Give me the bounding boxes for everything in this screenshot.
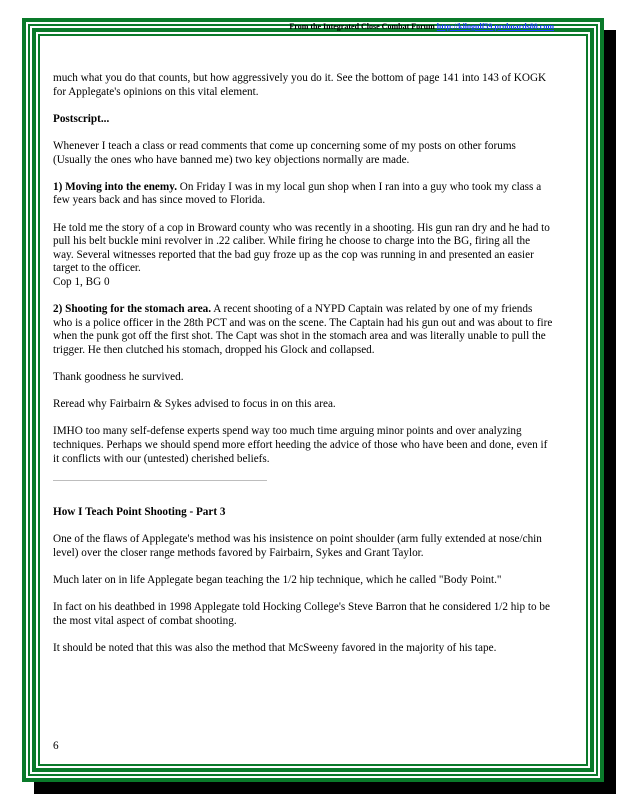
- forum-link[interactable]: http://kilogulf59.proboards80.com: [436, 22, 554, 31]
- paragraph: Thank goodness he survived.: [53, 371, 184, 384]
- page-content: [53, 72, 553, 669]
- paragraph: IMHO too many self-defense experts spend way too much time arguing minor points and over analyzing techniques. Perhaps we should spend more effort heeding the advice of those who have been and done, even if it conflicts with our (untested) cherished beliefs.: [53, 425, 548, 465]
- paragraph: One of the flaws of Applegate's method was his insistence on point shoulder (arm fully extended at nose/chin level) over the closer range methods favored by Fairbairn, Sykes and Grant Taylor.: [53, 533, 542, 559]
- list-item-1: [53, 181, 553, 208]
- page-number: 6: [53, 740, 59, 752]
- list-item-1-text: On Friday I was in my local gun shop when I ran into a guy who took my class a few years back and has since moved to Florida.: [53, 180, 542, 207]
- list-item-2: [53, 303, 553, 357]
- list-item-2-lead: 2) Shooting for the stomach area.: [53, 303, 212, 316]
- paragraph: Much later on in life Applegate began teaching the 1/2 hip technique, which he called "Body Point.": [53, 573, 502, 586]
- postscript-heading: Postscript...: [53, 112, 110, 125]
- page-header: [289, 22, 554, 31]
- paragraph: In fact on his deathbed in 1998 Applegate told Hocking College's Steve Barron that he considered 1/2 hip to be the most vital aspect of combat shooting.: [53, 600, 550, 627]
- header-text: From the Integrated Close Combat Forum: [289, 22, 437, 31]
- paragraph: Whenever I teach a class or read comments that come up concerning some of my posts on other forums (Usually the ones who have banned me) two key objections normally are made.: [53, 139, 516, 166]
- section-heading: How I Teach Point Shooting - Part 3: [53, 505, 226, 518]
- score-line: Cop 1, BG 0: [53, 275, 110, 288]
- list-item-1-lead: 1) Moving into the enemy.: [53, 180, 177, 193]
- paragraph: He told me the story of a cop in Broward county who was recently in a shooting. His gun ran dry and he had to pull his belt buckle mini revolver in .22 caliber. While firing he choose to charge into the BG, firing all the way. Several witnesses reported that the bad guy froze up as the cop was running in and presented an easier target to the officer.: [53, 221, 550, 275]
- paragraph: Reread why Fairbairn & Sykes advised to focus in on this area.: [53, 398, 336, 411]
- list-item-2-text: A recent shooting of a NYPD Captain was related by one of my friends who is a police officer in the 28th PCT and was on the scene. The Captain had his gun out and was about to fire when the punk got off the first shot. The Capt was shot in the stomach area and was literally unable to pull the trigger. He then clutched his stomach, dropped his Glock and collapsed.: [53, 303, 553, 356]
- paragraph: much what you do that counts, but how aggressively you do it. See the bottom of page 141 into 143 of KOGK for Applegate's opinions on this vital element.: [53, 72, 547, 98]
- section-divider: [53, 480, 267, 481]
- paragraph: It should be noted that this was also the method that McSweeny favored in the majority of his tape.: [53, 641, 497, 654]
